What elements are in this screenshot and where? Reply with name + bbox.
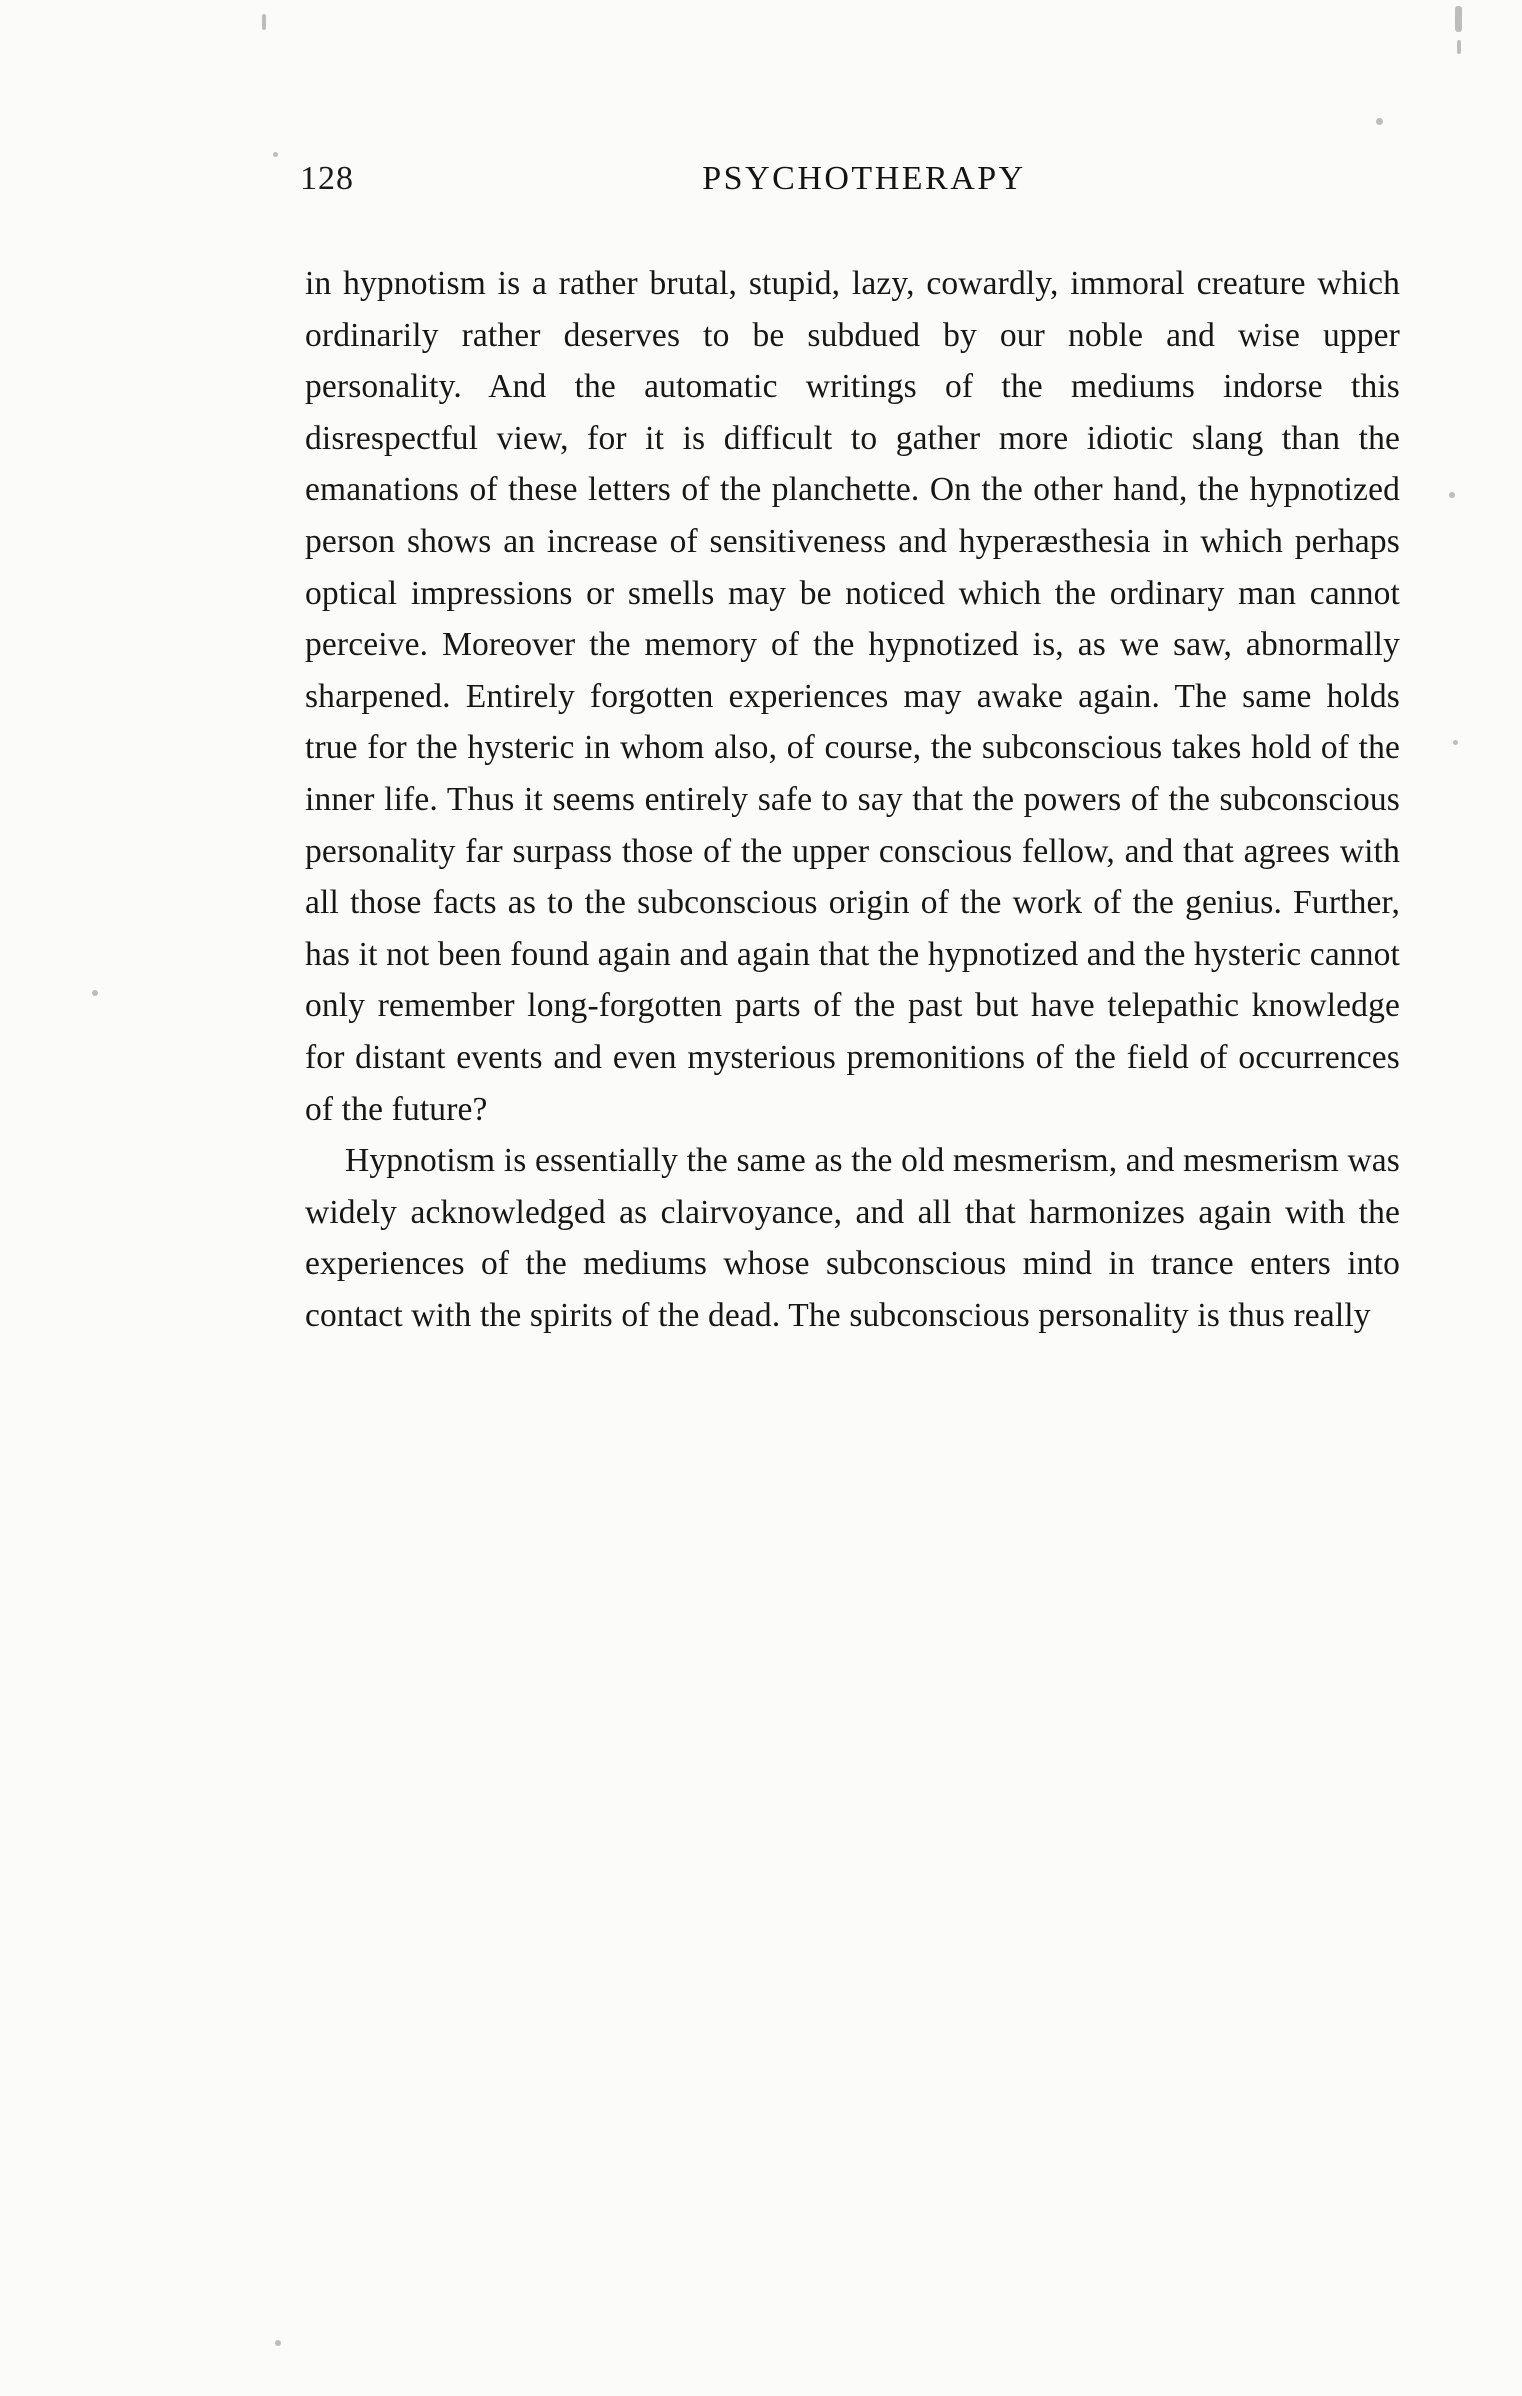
scan-speck xyxy=(1457,40,1461,54)
scan-speck xyxy=(1376,118,1383,125)
scan-speck xyxy=(273,152,278,157)
scan-speck xyxy=(275,2340,281,2346)
running-title: PSYCHOTHERAPY xyxy=(702,160,1026,197)
scan-speck xyxy=(1455,6,1462,32)
scan-speck xyxy=(262,14,266,30)
scan-speck xyxy=(1453,740,1458,745)
page-header xyxy=(300,160,1410,212)
paragraph: in hypnotism is a rather brutal, stupid, lazy, cowardly, immoral creature which ordinarily rather deserves to be subdued by our noble and wise upper personality. And the automatic writings of the mediums indorse this disrespectful view, for it is difficult to gather more idiotic slang than the emanations of these letters of the planchette. On the other hand, the hypnotized person shows an increase of sensitiveness and hyperæsthesia in which perhaps optical impressions or smells may be noticed which the ordinary man cannot perceive. Moreover the memory of the hypnotized is, as we saw, abnormally sharpened. Entirely forgotten experiences may awake again. The same holds true for the hysteric in whom also, of course, the subconscious takes hold of the inner life. Thus it seems entirely safe to say that the powers of the subconscious personality far surpass those of the upper conscious fellow, and that agrees with all those facts as to the subconscious origin of the work of the genius. Further, has it not been found again and again that the hypnotized and the hysteric cannot only remember long-forgotten parts of the past but have telepathic knowledge for distant events and even mysterious premonitions of the field of occurrences of the future? xyxy=(305,265,1400,1128)
scan-speck xyxy=(1449,492,1455,498)
page-number: 128 xyxy=(300,160,354,197)
page-body xyxy=(305,258,1400,1341)
scan-speck xyxy=(92,990,98,996)
paragraph: Hypnotism is essentially the same as the old mesmerism, and mesmerism was widely acknowledged as clairvoyance, and all that harmonizes again with the experiences of the mediums whose subconscious mind in trance enters into contact with the spirits of the dead. The subconscious personality is thus really xyxy=(305,1142,1400,1334)
